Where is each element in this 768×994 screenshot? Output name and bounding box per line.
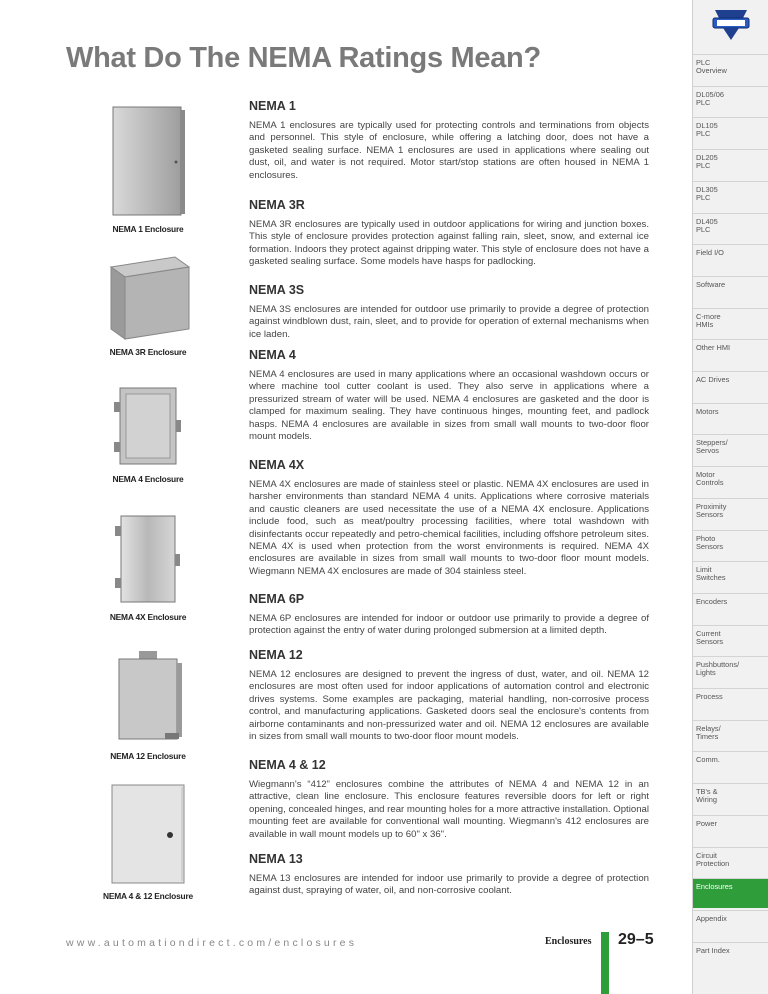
sidebar-item-tb-s-wiring[interactable]: TB's & Wiring [693,783,768,813]
section-heading: NEMA 1 [249,99,296,113]
nema4-12-enclosure-image [106,781,190,887]
section-nema12 [249,648,649,743]
sidebar-item-dl305-plc[interactable]: DL305 PLC [693,181,768,211]
sidebar-item-motors[interactable]: Motors [693,403,768,433]
sidebar-item-process[interactable]: Process [693,688,768,718]
section-body: NEMA 4X enclosures are made of stainless steel or plastic. NEMA 4X enclosures are used in harsher environments than standard NEMA 4 units. Applications where corrosive materials and caustic cleaners are used necessitate the use of a NEMA 4X enclosure. Applications include food, such as meat/poultry processing facilities, where total washdown with disinfectants occur repeatedly and petro-chemical facilities, including offshore petroleum sites. NEMA 4X is used when protection from the worst environments is required. NEMA 4X enclosures are available in sizes from small wall mounts to two-door floor mount models. Wiegmann NEMA 4X enclosures are made of 304 stainless steel. [249,479,649,577]
sidebar-item-current-sensors[interactable]: Current Sensors [693,625,768,655]
section-heading: NEMA 12 [249,648,303,662]
section-body: NEMA 6P enclosures are intended for indoor or outdoor use primarily to provide a degree of protection against the entry of water during prolonged submersion at a limited depth. [249,613,649,637]
section-nema4-12 [249,758,649,841]
nema4-enclosure-image [110,384,186,470]
automationdirect-logo-icon [693,0,768,52]
figure-caption: NEMA 12 Enclosure [110,751,186,761]
sidebar-item-steppers-servos[interactable]: Steppers/ Servos [693,434,768,464]
sidebar-item-power[interactable]: Power [693,815,768,845]
section-nema13 [249,852,649,898]
sidebar-item-dl105-plc[interactable]: DL105 PLC [693,117,768,147]
sidebar-item-plc-overview[interactable]: PLC Overview [693,54,768,84]
sidebar-item-ac-drives[interactable]: AC Drives [693,371,768,401]
section-nema4x [249,458,649,578]
figure-nema4 [86,384,210,484]
nema3r-enclosure-image [103,253,193,343]
figure-nema3r [86,253,210,357]
figure-caption: NEMA 4X Enclosure [109,612,187,622]
sidebar-item-motor-controls[interactable]: Motor Controls [693,466,768,496]
footer-accent-bar [601,932,609,994]
sidebar-item-dl205-plc[interactable]: DL205 PLC [693,149,768,179]
figure-caption: NEMA 1 Enclosure [112,224,184,234]
sidebar-item-proximity-sensors[interactable]: Proximity Sensors [693,498,768,528]
footer-section-name: Enclosures [545,936,592,947]
page-title: What Do The NEMA Ratings Mean? [66,42,541,74]
sidebar-item-limit-switches[interactable]: Limit Switches [693,561,768,591]
section-body: NEMA 4 enclosures are used in many applications where an occasional washdown occurs or where machine tool cutter coolant is used. They also serve in applications where a pressurized stream of water will be used. NEMA 4 enclosures are gasketed and the door is clamped for maximum sealing. They have continuous hinges, mounting feet, and padlock hasps. NEMA 4 enclosures are available in sizes from small wall mounts to two-door floor mount models. [249,369,649,443]
section-nema3s [249,283,649,341]
figure-caption: NEMA 4 & 12 Enclosure [103,891,193,901]
figure-nema1 [86,104,210,234]
section-body: Wiegmann's “412” enclosures combine the attributes of NEMA 4 and NEMA 12 in an attractive, clean line enclosure. This enclosure features reversible doors for left or right opening, concealed hinges, and rear mounting holes for a more attractive installation. Optional mounting feet are available for conventional wall mounting. Wiegmann's 412 enclosures are available in wall mount models up to 60" x 36". [249,779,649,840]
section-heading: NEMA 4X [249,458,305,472]
section-nema1 [249,99,649,182]
section-heading: NEMA 3R [249,198,305,212]
sidebar-item-field-i-o[interactable]: Field I/O [693,244,768,274]
sidebar-item-other-hmi[interactable]: Other HMI [693,339,768,369]
nema1-enclosure-image [109,104,187,220]
section-heading: NEMA 13 [249,852,303,866]
section-nema6p [249,592,649,638]
sidebar-item-photo-sensors[interactable]: Photo Sensors [693,530,768,560]
section-body: NEMA 13 enclosures are intended for indoor use primarily to provide a degree of protection against dust, spraying of water, oil, and non-corrosive coolant. [249,873,649,897]
sidebar-item-encoders[interactable]: Encoders [693,593,768,623]
section-body: NEMA 12 enclosures are designed to prevent the ingress of dust, water, and oil. NEMA 12 enclosures are most often used for indoor applications of automation control and electronic drives systems. Some examples are packaging, material handling, non-corrosive process control, and manufacturing applications. Gasketed doors seal the enclosure's contents from airborne contaminants and non-pressurized water and oil. NEMA 12 enclosures are available in sizes from small wall mounts to two-door floor mount models. [249,669,649,743]
figure-nema4x [86,512,210,622]
figure-nema12 [86,649,210,761]
section-heading: NEMA 4 [249,348,296,362]
section-heading: NEMA 4 & 12 [249,758,326,772]
sidebar-item-dl405-plc[interactable]: DL405 PLC [693,213,768,243]
figure-nema4-12 [86,781,210,901]
sidebar-item-pushbuttons-lights[interactable]: Pushbuttons/ Lights [693,656,768,686]
figure-caption: NEMA 3R Enclosure [109,347,187,357]
sidebar-item-software[interactable]: Software [693,276,768,306]
sidebar-item-appendix[interactable]: Appendix [693,910,768,940]
sidebar-item-dl05-06-plc[interactable]: DL05/06 PLC [693,86,768,116]
sidebar-item-circuit-protection[interactable]: Circuit Protection [693,847,768,877]
nema12-enclosure-image [105,649,191,747]
sidebar-item-enclosures[interactable]: Enclosures [693,878,768,908]
section-body: NEMA 1 enclosures are typically used for protecting controls and terminations from objects and personnel. This style of enclosure, while offering a latching door, does not have a gasketed sealing surface. NEMA 1 enclosures are used in applications where sealing out dust, oil, and water is not required. Motor start/stop stations are often housed in NEMA 1 enclosures. [249,120,649,181]
figure-caption: NEMA 4 Enclosure [112,474,184,484]
sidebar-item-c-more-hmis[interactable]: C-more HMIs [693,308,768,338]
section-heading: NEMA 3S [249,283,305,297]
section-body: NEMA 3S enclosures are intended for outdoor use primarily to provide a degree of protection against windblown dust, rain, sleet, and to provide for operation of external mechanisms when ice laden. [249,304,649,340]
sidebar-item-comm[interactable]: Comm. [693,751,768,781]
section-nema3r [249,198,649,269]
footer-url-link[interactable]: www.automationdirect.com/enclosures [66,937,358,949]
section-heading: NEMA 6P [249,592,305,606]
sidebar-item-part-index[interactable]: Part Index [693,942,768,972]
sidebar-nav [692,0,768,994]
section-nema4 [249,348,649,443]
page-number: 29–5 [618,931,654,948]
nema4x-enclosure-image [113,512,183,608]
sidebar-item-relays-timers[interactable]: Relays/ Timers [693,720,768,750]
section-body: NEMA 3R enclosures are typically used in outdoor applications for wiring and junction boxes. This style of enclosure provides protection against falling rain, sleet, snow, and external ice formation. Indoors they protect against dripping water. This style of enclosure does not have a gasketed sealing surface. Some models have hasps for padlocking. [249,219,649,268]
